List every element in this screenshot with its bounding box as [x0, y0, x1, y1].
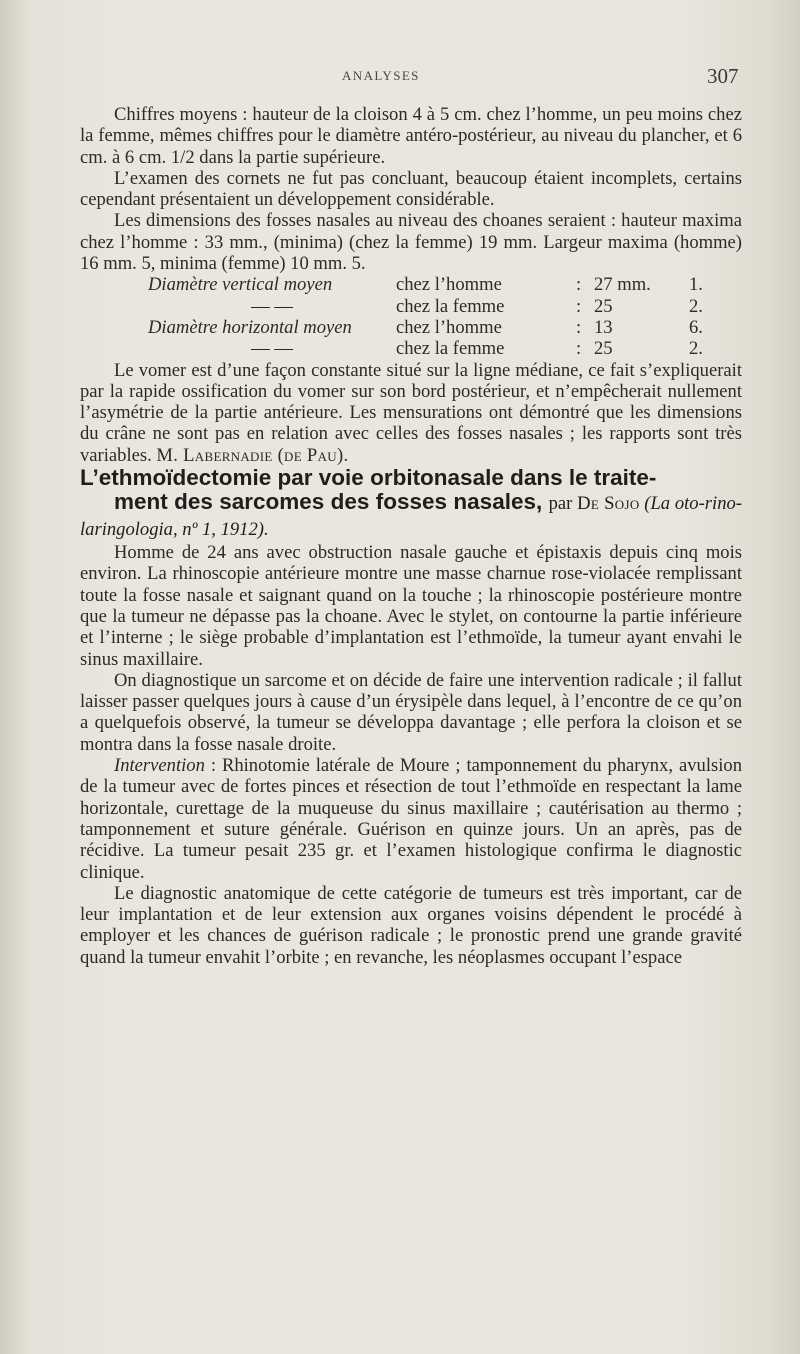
- paragraph-vomer: [80, 360, 742, 466]
- page-number: 307: [707, 64, 739, 88]
- running-head: ANALYSES: [342, 68, 420, 83]
- measure-value: 13: [594, 316, 613, 338]
- measure-colon: :: [576, 338, 582, 360]
- article-title-line2: ment des sarcomes des fosses nasales,: [114, 489, 543, 515]
- article-title: [80, 466, 742, 542]
- measurement-table: [148, 274, 742, 359]
- paragraph-case: Homme de 24 ans avec obstruction nasale gauche et épistaxis depuis cinq mois environ. La rhinoscopie antérieure montre une masse charnue rose-violacée remplissant toute la fosse nasale et saignant quand on la touche ; la rhinoscopie postérieure montre que la tumeur ne dépasse pas la choane. Avec le stylet, on contourne la partie inférieure et l’interne ; le siège probable d’implantation est l’ethmoïde, la tumeur ayant envahi le sinus maxillaire.: [80, 542, 742, 670]
- measure-sex: chez l’homme: [396, 316, 502, 338]
- paragraph-diagnosis: On diagnostique un sarcome et on décide de faire une intervention radicale ; il fallut laisser passer quelques jours à cause d’un érysipèle dans lequel, à l’encontre de ce qu’on a quelquefois observé, la tumeur se développa davantage ; elle perfora la cloison et se montra dans la fosse nasale droite.: [80, 669, 742, 755]
- measure-colon: :: [576, 295, 582, 317]
- measure-fraction: 1.: [689, 274, 703, 296]
- page-header: [0, 64, 800, 90]
- body-text: [80, 104, 742, 968]
- author-signature: M. Labernadie (de Pau).: [156, 444, 349, 466]
- measure-sex: chez la femme: [396, 338, 505, 360]
- article-author: De Sojo: [577, 493, 640, 515]
- measure-colon: :: [576, 274, 582, 296]
- measure-value: 27 mm.: [594, 274, 651, 296]
- measure-label: Diamètre horizontal moyen: [148, 316, 352, 338]
- measure-colon: :: [576, 316, 582, 338]
- paragraph-anatomy: Le diagnostic anatomique de cette catégorie de tumeurs est très important, car de leur implantation et de leur extension aux organes voisins dépendent le procédé à employer et les chances de guérison radicale ; le pronostic prend une grande gravité quand la tumeur envahit l’orbite ; en revanche, les néoplasmes occupant l’espace: [80, 882, 742, 968]
- vomer-text: Le vomer est d’une façon constante situé sur la ligne médiane, ce fait s’expliquerait par la rapide ossification du vomer sur son bord postérieur, et n’empêcherait nullement l’asymétrie de la partie antérieure. Les mensurations ont démontré que les dimensions du crâne ne sont pas en relation avec celles des fosses nasales ; les rapports sont très variables.: [80, 359, 742, 466]
- article-source: (La oto-rino-laringologia, nº 1, 1912).: [80, 493, 742, 541]
- intervention-text: : Rhinotomie latérale de Moure ; tamponnement du pharynx, avulsion de la tumeur avec de fortes pinces et résection de tout l’ethmoïde en respectant la lame horizontale, curettage de la muqueuse du sinus maxillaire ; cautérisation au thermo ; tamponnement et suture générale. Guérison en quinze jours. Un an après, pas de récidive. La tumeur pesait 235 gr. et l’examen histologique confirma le diagnostic clinique.: [80, 755, 742, 883]
- measure-label: Diamètre vertical moyen: [148, 274, 333, 296]
- measure-fraction: 6.: [689, 316, 703, 338]
- paragraph-choanes: Les dimensions des fosses nasales au niveau des choanes seraient : hauteur maxima chez l’homme : 33 mm., (minima) (chez la femme) 19 mm. Largeur maxima (homme) 16 mm. 5, minima (femme) 10 mm. 5.: [80, 210, 742, 275]
- measure-value: 25: [594, 295, 613, 317]
- measure-value: 25: [594, 338, 613, 360]
- article-title-line1: L’ethmoïdectomie par voie orbitonasale dans le traite-: [80, 465, 657, 491]
- intervention-label: Intervention: [114, 755, 205, 777]
- measure-fraction: 2.: [689, 338, 703, 360]
- measure-label: — —: [251, 338, 293, 360]
- measure-sex: chez l’homme: [396, 274, 502, 296]
- paragraph-intervention: [80, 755, 742, 883]
- paragraph-cornets: L’examen des cornets ne fut pas concluant, beaucoup étaient incomplets, certains cependant présentaient un développement considérable.: [80, 167, 742, 211]
- measure-fraction: 2.: [689, 295, 703, 317]
- article-by: par: [548, 493, 573, 515]
- measure-label: — —: [251, 295, 293, 317]
- paragraph-averages: Chiffres moyens : hauteur de la cloison 4 à 5 cm. chez l’homme, un peu moins chez la femme, mêmes chiffres pour le diamètre antéro-postérieur, au niveau du plancher, et 6 cm. à 6 cm. 1/2 dans la partie supérieure.: [80, 104, 742, 168]
- measure-sex: chez la femme: [396, 295, 505, 317]
